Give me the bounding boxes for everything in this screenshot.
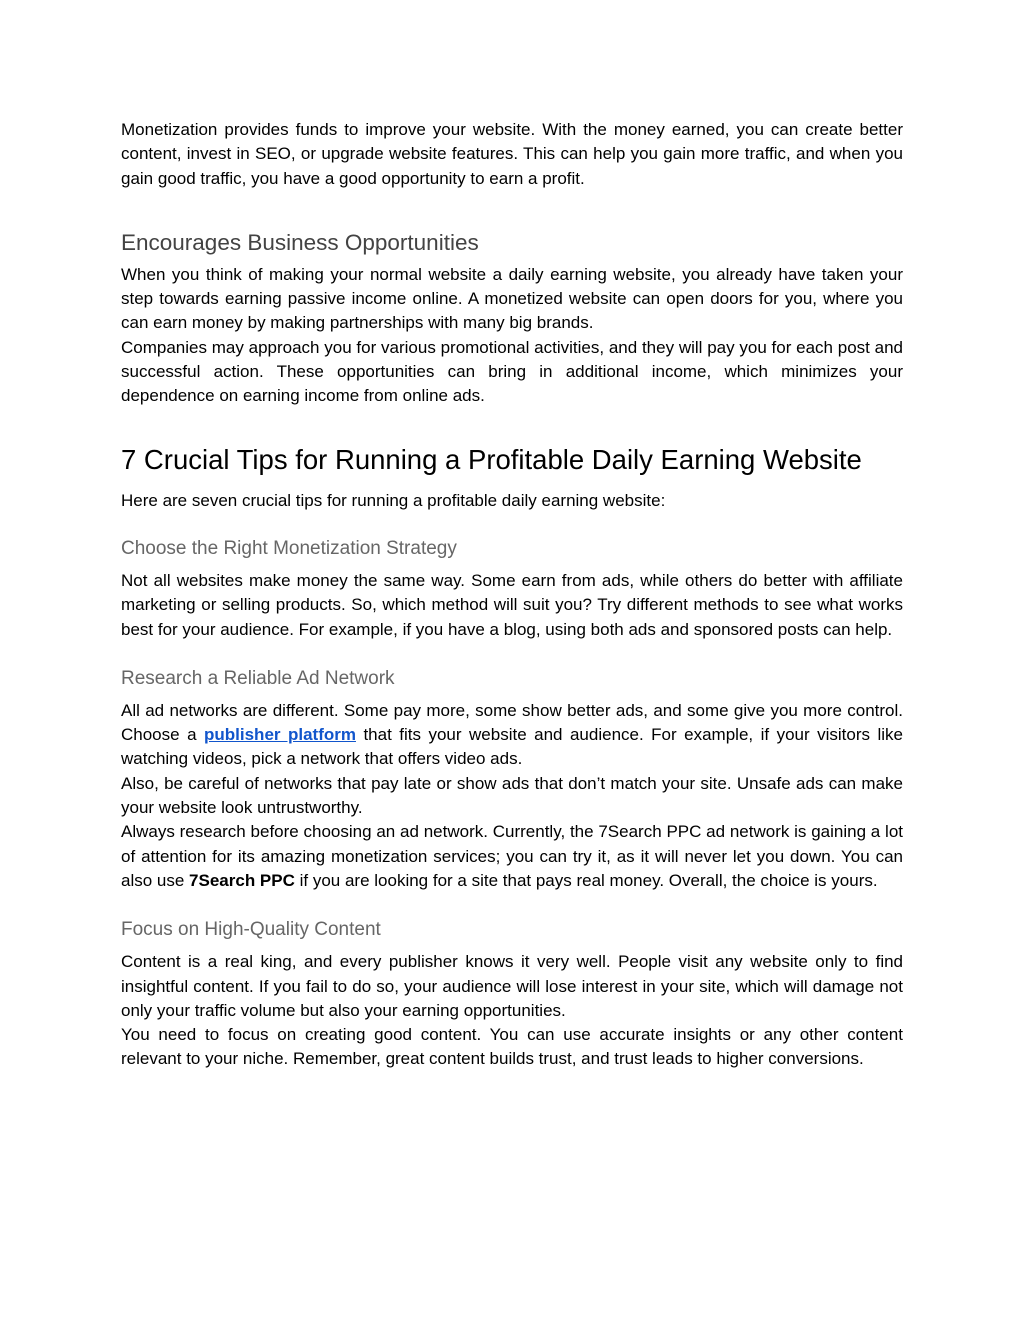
publisher-platform-link[interactable]: publisher platform (204, 725, 356, 745)
adnetwork-p1-before: All ad networks are different. Some pay more, some show better ads, and some give you more control. Choose a (121, 700, 903, 745)
7search-ppc-bold: 7Search PPC (189, 870, 295, 890)
adnetwork-heading: Research a Reliable Ad Network (121, 667, 395, 689)
tips-intro: Here are seven crucial tips for running a profitable daily earning website: (121, 490, 666, 510)
content-paragraph-1: Content is a real king, and every publisher knows it very well. People visit any website only to find insightful content. If you fail to do so, your audience will lose interest in your site, which will damage not only your traffic volume but also your earning opportunities. (121, 952, 903, 1020)
adnetwork-p3-after: if you are looking for a site that pays real money. Overall, the choice is yours. (294, 870, 878, 890)
content-paragraph-2: You need to focus on creating good content. You can use accurate insights or any other content relevant to your niche. Remember, great content builds trust, and trust leads to higher conversions. (121, 1025, 903, 1069)
intro-paragraph: Monetization provides funds to improve your website. With the money earned, you can create better content, invest in SEO, or upgrade website features. This can help you gain more traffic, and when you gain good traffic, you have a good opportunity to earn a profit. (121, 120, 903, 188)
business-paragraph-2: Companies may approach you for various promotional activities, and they will pay you for each post and successful action. These opportunities can bring in additional income, which minimizes your dependence on earning income from online ads. (121, 337, 903, 406)
strategy-paragraph: Not all websites make money the same way. Some earn from ads, while others do better with affiliate marketing or selling products. So, which method will suit you? Try different methods to see what works best for your audience. For example, if you have a blog, using both ads and sponsored posts can help. (121, 570, 903, 639)
business-heading: Encourages Business Opportunities (121, 229, 479, 255)
adnetwork-p1-after: that fits your website and audience. For example, if your visitors like watching videos, pick a network that offers video ads. (121, 725, 903, 769)
adnetwork-paragraph-1 (121, 699, 903, 772)
tips-heading: 7 Crucial Tips for Running a Profitable Daily Earning Website (121, 443, 862, 475)
adnetwork-paragraph-3 (121, 820, 903, 893)
content-heading: Focus on High-Quality Content (121, 919, 381, 941)
adnetwork-paragraph-2: Also, be careful of networks that pay late or show ads that don’t match your site. Unsafe ads can make your website look untrustworthy. (121, 773, 903, 818)
business-paragraph-1: When you think of making your normal website a daily earning website, you already have taken your step towards earning passive income online. A monetized website can open doors for you, where you can earn money by making partnerships with many big brands. (121, 264, 903, 333)
adnetwork-p3-before: Always research before choosing an ad network. Currently, the 7Search PPC ad network is gaining a lot of attention for its amazing monetization services; you can try it, as it will never let you down. You can also use (121, 822, 903, 890)
strategy-heading: Choose the Right Monetization Strategy (121, 537, 457, 559)
